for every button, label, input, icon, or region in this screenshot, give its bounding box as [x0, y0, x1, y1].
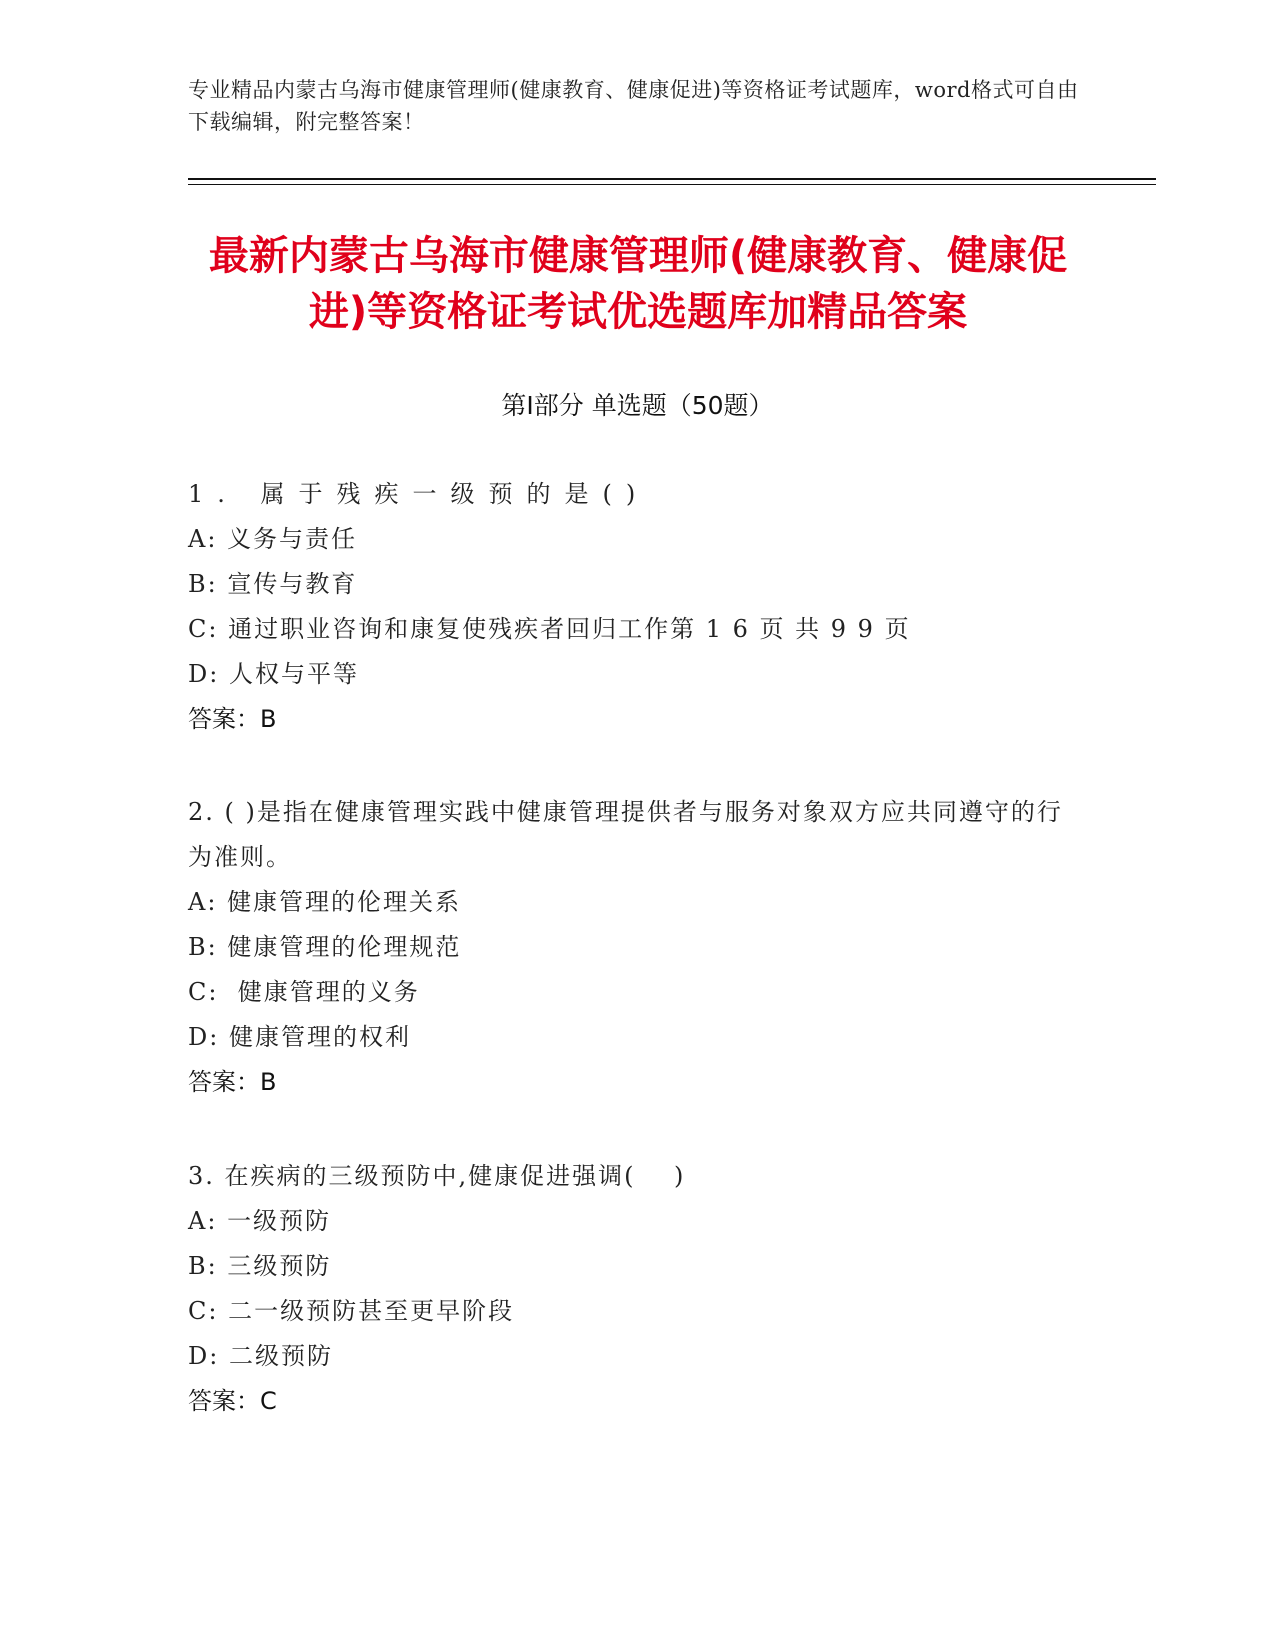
- option-d: [188, 652, 1088, 697]
- option-letter: C:: [188, 978, 219, 1006]
- question-2: [188, 790, 1088, 1105]
- option-b: [188, 925, 1088, 970]
- option-text: 人权与平等: [228, 660, 359, 688]
- option-c: [188, 970, 1088, 1015]
- option-letter: A:: [188, 888, 218, 916]
- option-c: [188, 607, 1088, 652]
- option-letter: B:: [188, 1252, 218, 1280]
- option-text: 二一级预防甚至更早阶段: [228, 1297, 515, 1325]
- option-letter: A:: [188, 525, 218, 553]
- option-text: 通过职业咨询和康复使残疾者回归工作第 1 6 页 共 9 9 页: [228, 615, 911, 643]
- option-a: [188, 880, 1088, 925]
- option-text: 健康管理的义务: [228, 978, 420, 1006]
- question-1: [188, 472, 1088, 742]
- option-c: [188, 1289, 1088, 1334]
- question-stem: 2. ( )是指在健康管理实践中健康管理提供者与服务对象双方应共同遵守的行为准则。: [188, 798, 1063, 871]
- section-title: 第Ⅰ部分 单选题（50题）: [501, 391, 774, 420]
- answer-line: 答案：B: [188, 705, 277, 733]
- question-stem: 1. 属于残疾一级预的是(): [188, 480, 650, 508]
- option-text: 义务与责任: [227, 525, 358, 553]
- option-text: 宣传与教育: [227, 570, 358, 598]
- option-text: 健康管理的伦理规范: [227, 933, 462, 961]
- header-divider-thin: [188, 184, 1156, 185]
- option-b: [188, 562, 1088, 607]
- option-b: [188, 1244, 1088, 1289]
- option-letter: D:: [188, 660, 220, 688]
- option-a: [188, 1199, 1088, 1244]
- option-letter: B:: [188, 570, 218, 598]
- option-letter: B:: [188, 933, 218, 961]
- question-stem: 3. 在疾病的三级预防中,健康促进强调( ): [188, 1162, 686, 1190]
- option-d: [188, 1015, 1088, 1060]
- header-note: 专业精品内蒙古乌海市健康管理师(健康教育、健康促进)等资格证考试题库，word格式可自由下载编辑，附完整答案！: [188, 78, 1079, 134]
- document-title: 最新内蒙古乌海市健康管理师(健康教育、健康促进)等资格证考试优选题库加精品答案: [208, 233, 1068, 335]
- answer-line: 答案：C: [188, 1387, 277, 1415]
- option-text: 健康管理的伦理关系: [227, 888, 462, 916]
- question-3: [188, 1154, 1088, 1424]
- option-text: 一级预防: [227, 1207, 332, 1235]
- option-d: [188, 1334, 1088, 1379]
- option-text: 二级预防: [228, 1342, 333, 1370]
- option-a: [188, 517, 1088, 562]
- option-letter: C:: [188, 1297, 219, 1325]
- option-text: 三级预防: [227, 1252, 332, 1280]
- option-letter: D:: [188, 1023, 220, 1051]
- answer-line: 答案：B: [188, 1068, 277, 1096]
- option-text: 健康管理的权利: [228, 1023, 411, 1051]
- option-letter: A:: [188, 1207, 218, 1235]
- option-letter: C:: [188, 615, 219, 643]
- option-letter: D:: [188, 1342, 220, 1370]
- header-divider-thick: [188, 178, 1156, 180]
